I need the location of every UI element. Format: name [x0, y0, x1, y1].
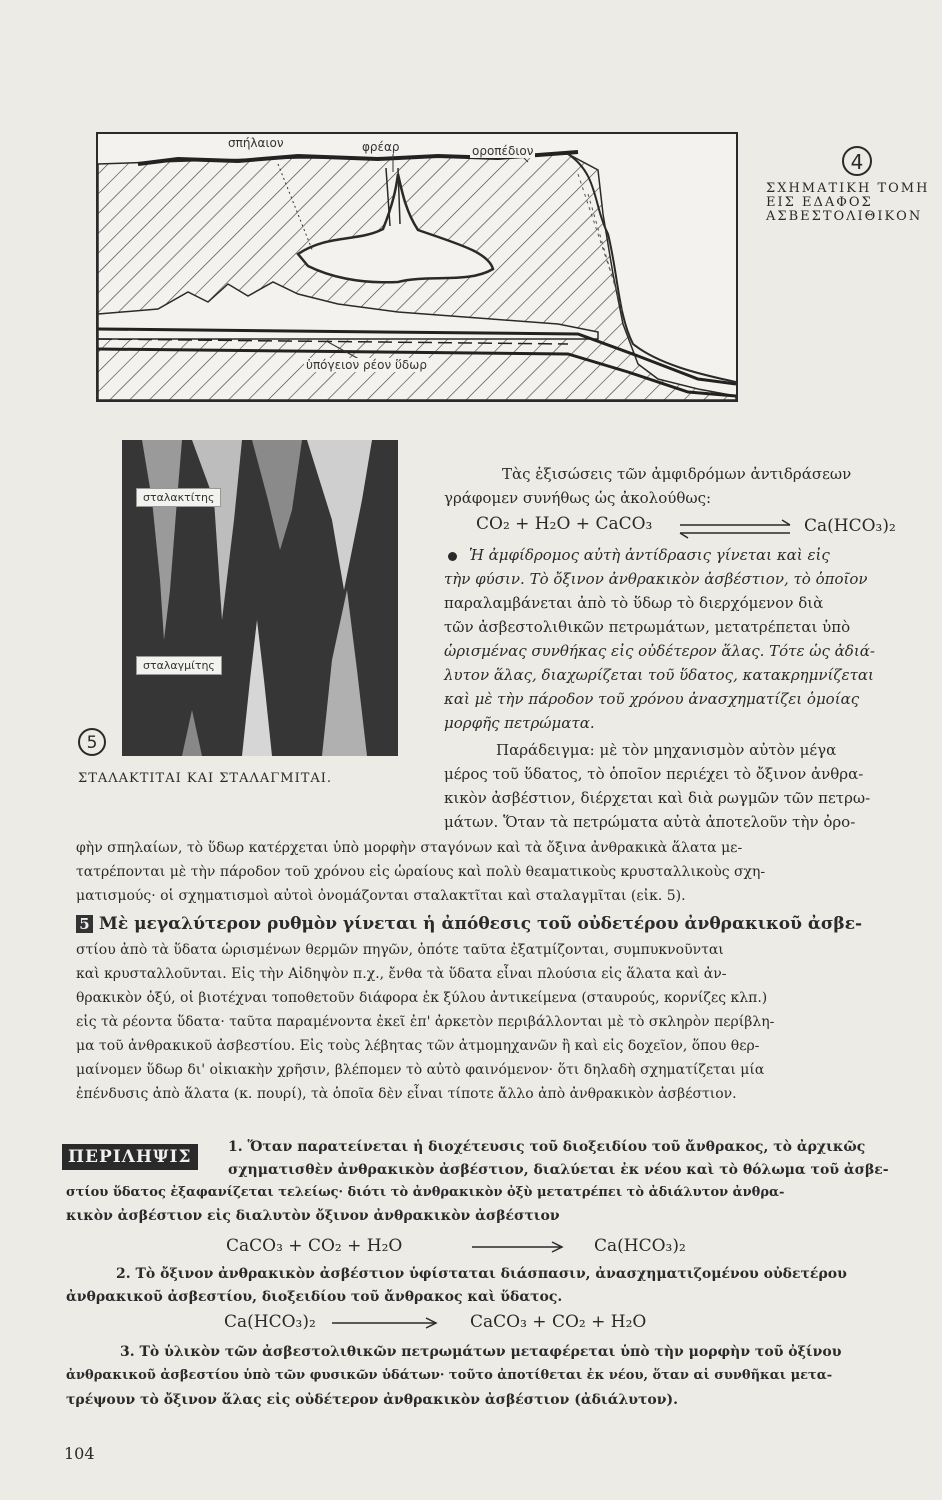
reversible-line-3: παραλαμβάνεται ἀπὸ τὸ ὕδωρ τὸ διερχόμενον διὰ	[444, 594, 824, 612]
summary-tag: ΠΕΡΙΛΗΨΙΣ	[62, 1144, 198, 1170]
section-5-line-1: στίου ἀπὸ τὰ ὕδατα ὡρισμένων θερμῶν πηγῶν, ὁπότε ταῦτα ἐξατμίζονται, συμπυκνοῦνται	[76, 942, 724, 958]
example-line-4: μάτων. Ὅταν τὰ πετρώματα αὐτὰ ἀποτελοῦν τὴν ὀρο-	[444, 813, 856, 831]
label-stalactite: σταλακτίτης	[136, 488, 221, 507]
label-cave: σπήλαιον	[228, 136, 284, 150]
label-underground-water: ὑπόγειον ρέον ὕδωρ	[306, 358, 427, 372]
summary-item-1-line-4: κικὸν ἀσβέστιον εἰς διαλυτὸν ὄξινον ἀνθρακικὸν ἀσβέστιον	[66, 1208, 560, 1224]
example-line-7: ματισμούς· οἱ σχηματισμοὶ αὐτοὶ ὀνομάζονται σταλακτῖται καὶ σταλαγμῖται (εἰκ. 5).	[76, 888, 686, 904]
label-well: φρέαρ	[362, 140, 400, 154]
summary-item-1-line-1: 1. Ὅταν παρατείνεται ἡ διοχέτευσις τοῦ διοξειδίου τοῦ ἄνθρακος, τὸ ἀρχικῶς	[228, 1139, 866, 1155]
summary-eq1-right: Ca(HCO₃)₂	[594, 1236, 686, 1256]
intro-line-2: γράφομεν συνήθως ὡς ἀκολούθως:	[444, 489, 712, 507]
reversible-line-4: τῶν ἀσβεστολιθικῶν πετρωμάτων, μετατρέπεται ὑπὸ	[444, 618, 851, 636]
label-stalagmite: σταλαγμίτης	[136, 656, 222, 675]
figure-4-caption-line1: ΣΧΗΜΑΤΙΚΗ ΤΟΜΗ	[766, 181, 930, 196]
reversible-line-6: λυτον ἅλας, διαχωρίζεται τοῦ ὕδατος, κατακρημνίζεται	[444, 666, 874, 684]
figure-5-caption: ΣΤΑΛΑΚΤΙΤΑΙ ΚΑΙ ΣΤΑΛΑΓΜΙΤΑΙ.	[78, 771, 333, 786]
section-5-line-7: ἐπένδυσις ἀπὸ ἅλατα (κ. πουρί), τὰ ὁποῖα δὲν εἶναι τίποτε ἄλλο ἀπὸ ἀνθρακικὸν ἀσβέστιον.	[76, 1086, 737, 1102]
figure-4-number: 4	[842, 146, 872, 176]
summary-item-3-line-2: ἀνθρακικοῦ ἀσβεστίου ὑπὸ τῶν φυσικῶν ὑδάτων· τοῦτο ἀποτίθεται ἐκ νέου, ὅταν αἱ συνθῆκαι μετα-	[66, 1368, 833, 1383]
bullet-icon	[448, 552, 457, 561]
section-5-line-2: καὶ κρυσταλλοῦνται. Εἰς τὴν Αἰδηψὸν π.χ., ἔνθα τὰ ὕδατα εἶναι πλούσια εἰς ἅλατα καὶ ἀν-	[76, 966, 727, 982]
summary-item-2-line-2: ἀνθρακικοῦ ἀσβεστίου, διοξειδίου τοῦ ἄνθρακος καὶ ὕδατος.	[66, 1289, 563, 1305]
summary-item-3-line-3: τρέψουν τὸ ὄξινον ἅλας εἰς οὐδέτερον ἀνθρακικὸν ἀσβέστιον (ἀδιάλυτον).	[66, 1392, 678, 1408]
section-5-line-4: εἰς τὰ ρέοντα ὕδατα· ταῦτα παραμένοντα ἐκεῖ ἐπ' ἀρκετὸν περιβάλλονται μὲ τὸ σκληρὸν περίβλη-	[76, 1014, 775, 1030]
figure-limestone-cross-section	[96, 132, 738, 402]
reversible-line-8: μορφῆς πετρώματα.	[444, 714, 595, 732]
section-5-line-3: θρακικὸν ὀξύ, οἱ βιοτέχναι τοποθετοῦν διάφορα ἐκ ξύλου ἀντικείμενα (σταυρούς, κορνίζες κλπ.)	[76, 990, 768, 1006]
main-equation-right: Ca(HCO₃)₂	[804, 516, 896, 536]
summary-item-1-line-2: σχηματισθὲν ἀνθρακικὸν ἀσβέστιον, διαλύεται ἐκ νέου καὶ τὸ θόλωμα τοῦ ἀσβε-	[228, 1162, 889, 1178]
main-equation-left: CO₂ + H₂O + CaCO₃	[476, 514, 653, 534]
reversible-line-5: ὡρισμένας συνθήκας εἰς οὐδέτερον ἅλας. Τότε ὡς ἀδιά-	[444, 642, 875, 660]
figure-5-number: 5	[78, 728, 106, 756]
example-line-1: Παράδειγμα: μὲ τὸν μηχανισμὸν αὐτὸν μέγα	[496, 741, 837, 759]
intro-line-1: Τὰς ἐξισώσεις τῶν ἀμφιδρόμων ἀντιδράσεων	[502, 465, 852, 483]
page-number: 104	[64, 1444, 95, 1463]
summary-eq1-left: CaCO₃ + CO₂ + H₂O	[226, 1236, 403, 1256]
summary-eq2-left: Ca(HCO₃)₂	[224, 1312, 316, 1332]
summary-item-3-line-1: 3. Τὸ ὑλικὸν τῶν ἀσβεστολιθικῶν πετρωμάτων μεταφέρεται ὑπὸ τὴν μορφὴν τοῦ ὀξίνου	[120, 1344, 842, 1360]
section-5-line-6: μαίνομεν ὕδωρ δι' οἰκιακὴν χρῆσιν, βλέπομεν τὸ αὐτὸ φαινόμενον· ὅτι δηλαδὴ σχηματίζεται μία	[76, 1062, 765, 1078]
example-line-3: κικὸν ἀσβέστιον, διέρχεται καὶ διὰ ρωγμῶν τῶν πετρω-	[444, 789, 871, 807]
reversible-line-7: καὶ μὲ τὴν πάροδον τοῦ χρόνου ἀνασχηματίζει ὁμοίας	[444, 690, 860, 708]
reversible-arrow-icon	[678, 518, 794, 540]
summary-eq2-right: CaCO₃ + CO₂ + H₂O	[470, 1312, 647, 1332]
example-line-6: τατρέπονται μὲ τὴν πάροδον τοῦ χρόνου εἰς ὡραίους καὶ πολὺ θεαματικοὺς κρυσταλλικοὺς σχη-	[76, 864, 766, 880]
reversible-line-1: Ἡ ἀμφίδρομος αὐτὴ ἀντίδρασις γίνεται καὶ εἰς	[448, 545, 830, 565]
arrow-right-icon	[330, 1316, 440, 1330]
summary-item-2-line-1: 2. Τὸ ὄξινον ἀνθρακικὸν ἀσβέστιον ὑφίσταται διάσπασιν, ἀνασχηματιζομένου οὐδετέρου	[116, 1266, 847, 1282]
summary-item-1-line-3: στίου ὕδατος ἐξαφανίζεται τελείως· διότι τὸ ἀνθρακικὸν ὀξὺ μετατρέπει τὸ ἀδιάλυτον ἀνθρα-	[66, 1185, 785, 1200]
label-plateau: οροπέδιον	[472, 144, 534, 158]
section-5-heading: 5 Μὲ μεγαλύτερον ρυθμὸν γίνεται ἡ ἀπόθεσις τοῦ οὐδετέρου ἀνθρακικοῦ ἀσβε-	[76, 912, 862, 936]
example-line-5: φὴν σπηλαίων, τὸ ὕδωρ κατέρχεται ὑπὸ μορφὴν σταγόνων καὶ τὰ ὄξινα ἀνθρακικὰ ἅλατα με-	[76, 840, 743, 856]
section-5-line-5: μα τοῦ ἀνθρακικοῦ ἀσβεστίου. Εἰς τοὺς λέβητας τῶν ἀτμομηχανῶν ἢ καὶ εἰς δοχεῖον, ὅπου θερ-	[76, 1038, 760, 1054]
arrow-right-icon	[470, 1240, 566, 1254]
section-5-marker: 5	[76, 915, 93, 933]
example-line-2: μέρος τοῦ ὕδατος, τὸ ὁποῖον περιέχει τὸ ὄξινον ἀνθρα-	[444, 765, 864, 783]
figure-stalactites-photo	[122, 440, 398, 756]
figure-4-caption-line2: ΕΙΣ ΕΔΑΦΟΣ	[766, 195, 873, 210]
figure-4-caption-line3: ΑΣΒΕΣΤΟΛΙΘΙΚΟΝ	[766, 209, 923, 224]
reversible-line-2: τὴν φύσιν. Τὸ ὄξινον ἀνθρακικὸν ἀσβέστιον, τὸ ὁποῖον	[444, 570, 868, 588]
